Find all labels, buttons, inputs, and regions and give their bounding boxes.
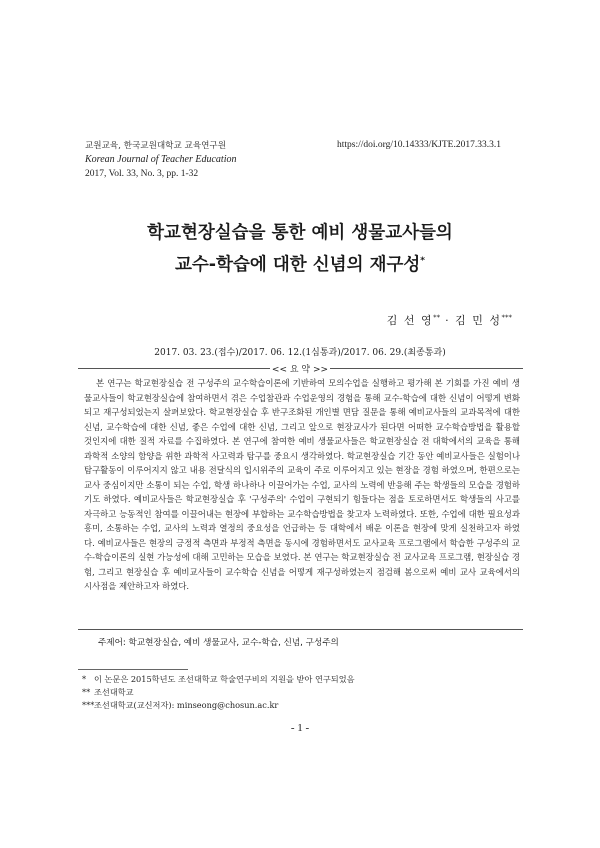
author-1: 김 선 영 (386, 314, 434, 327)
paper-title-line-2-text: 교수-학습에 대한 신념의 재구성 (174, 254, 421, 275)
submission-dates: 2017. 03. 23.(접수)/2017. 06. 12.(1심통과)/2017. 06. 29.(최종통과) (154, 348, 446, 358)
abstract-label: << 요 약 >> (270, 362, 330, 375)
footnote-3 (82, 699, 278, 712)
title-footnote-mark: * (420, 256, 426, 266)
author-2: 김 민 성 (455, 314, 502, 327)
volume-info: 2017, Vol. 33, No. 3, pp. 1-32 (85, 169, 199, 179)
author-1-mark: ** (433, 313, 441, 322)
footnote-1-mark: * (82, 674, 87, 684)
footnote-1-text: 이 논문은 2015학년도 조선대학교 학술연구비의 지원을 받아 연구되었음 (94, 674, 355, 684)
page-number: - 1 - (290, 722, 310, 734)
paper-title-line-1: 학교현장실습을 통한 예비 생물교사들의 (147, 223, 453, 243)
footnote-3-mark: *** (82, 700, 95, 710)
journal-name-english: Korean Journal of Teacher Education (85, 154, 237, 165)
authors (387, 312, 512, 328)
author-separator: · (445, 314, 451, 327)
journal-name-korean: 교원교육, 한국교원대학교 교육연구원 (85, 141, 227, 151)
footnote-2-text: 조선대학교 (94, 687, 134, 697)
abstract-bottom-rule (78, 629, 523, 630)
doi-link[interactable]: https://doi.org/10.14333/KJTE.2017.33.3.1 (337, 140, 501, 150)
author-2-mark: *** (501, 313, 512, 322)
footnote-2 (82, 686, 134, 699)
footnote-rule (78, 669, 188, 670)
paper-title-line-2 (0, 247, 600, 279)
keywords: 주제어: 학교현장실습, 예비 생물교사, 교수-학습, 신념, 구성주의 (98, 638, 339, 648)
abstract-text: 본 연구는 학교현장실습 전 구성주의 교수학습이론에 기반하여 모의수업을 실행하고 평가해 본 기회를 가진 예비 생물교사들이 학교현장실습에 참여하면서 겪은 수업참관과 수업운영의 경험을 통해 교수-학습에 대한 신념이 어떻게 변화되고 재구성되었는지 살펴보았다. 학교현장실습 후 반구조화된 개인별 면담 질문을 통해 예비교사들의 교과목적에 대한 신념, 교수학습에 대한 신념, 좋은 수업에 대한 신념, 그리고 앞으로 현장교사가 된다면 어떠한 교수학습방법을 활용할 것인지에 대한 질적 자료를 수집하였다. 본 연구에 참여한 예비 생물교사들은 학교현장실습 전 대학에서의 교육을 통해 과학적 소양의 함양을 위한 과학적 사고력과 탐구를 중요시 생각하였다. 학교현장실습 기간 동안 예비교사들은 실험이나 탐구활동이 이루어지지 않고 내용 전달식의 입시위주의 교육이 주로 이루어지고 있는 현장을 경험 하였으며, 한편으로는 교사 중심이지만 소통이 되는 수업, 학생 하나하나 이끌어가는 수업, 교사의 노력에 반응해 주는 학생들의 모습을 경험하기도 하였다. 예비교사들은 학교현장실습 후 '구성주의' 수업이 구현되기 힘들다는 점을 토로하면서도 학생들의 사고를 자극하고 능동적인 참여를 이끌어내는 현장에 부합하는 교수학습방법을 찾고자 노력하였다. 또한, 수업에 대한 필요성과 흥미, 소통하는 수업, 교사의 노력과 열정의 중요성을 언급하는 등 대학에서 배운 이론을 현장에 맞게 실천하고자 하였다. 예비교사들은 현장의 긍정적 측면과 부정적 측면을 동시에 경험하면서도 교사교육 프로그램에서 학습한 구성주의 교수-학습이론의 실현 가능성에 대해 고민하는 모습을 보였다. 본 연구는 학교현장실습 전 교사교육 프로그램, 현장실습 경험, 그리고 현장실습 후 예비교사들이 교수학습 신념을 어떻게 재구성하였는지 점검해 봄으로써 예비 교사 교육에서의 시사점을 제안하고자 하였다. (84, 378, 520, 591)
footnote-3-text: 조선대학교(교신저자): minseong@chosun.ac.kr (94, 700, 279, 710)
footnote-1 (82, 673, 355, 686)
footnote-2-mark: ** (82, 687, 91, 697)
